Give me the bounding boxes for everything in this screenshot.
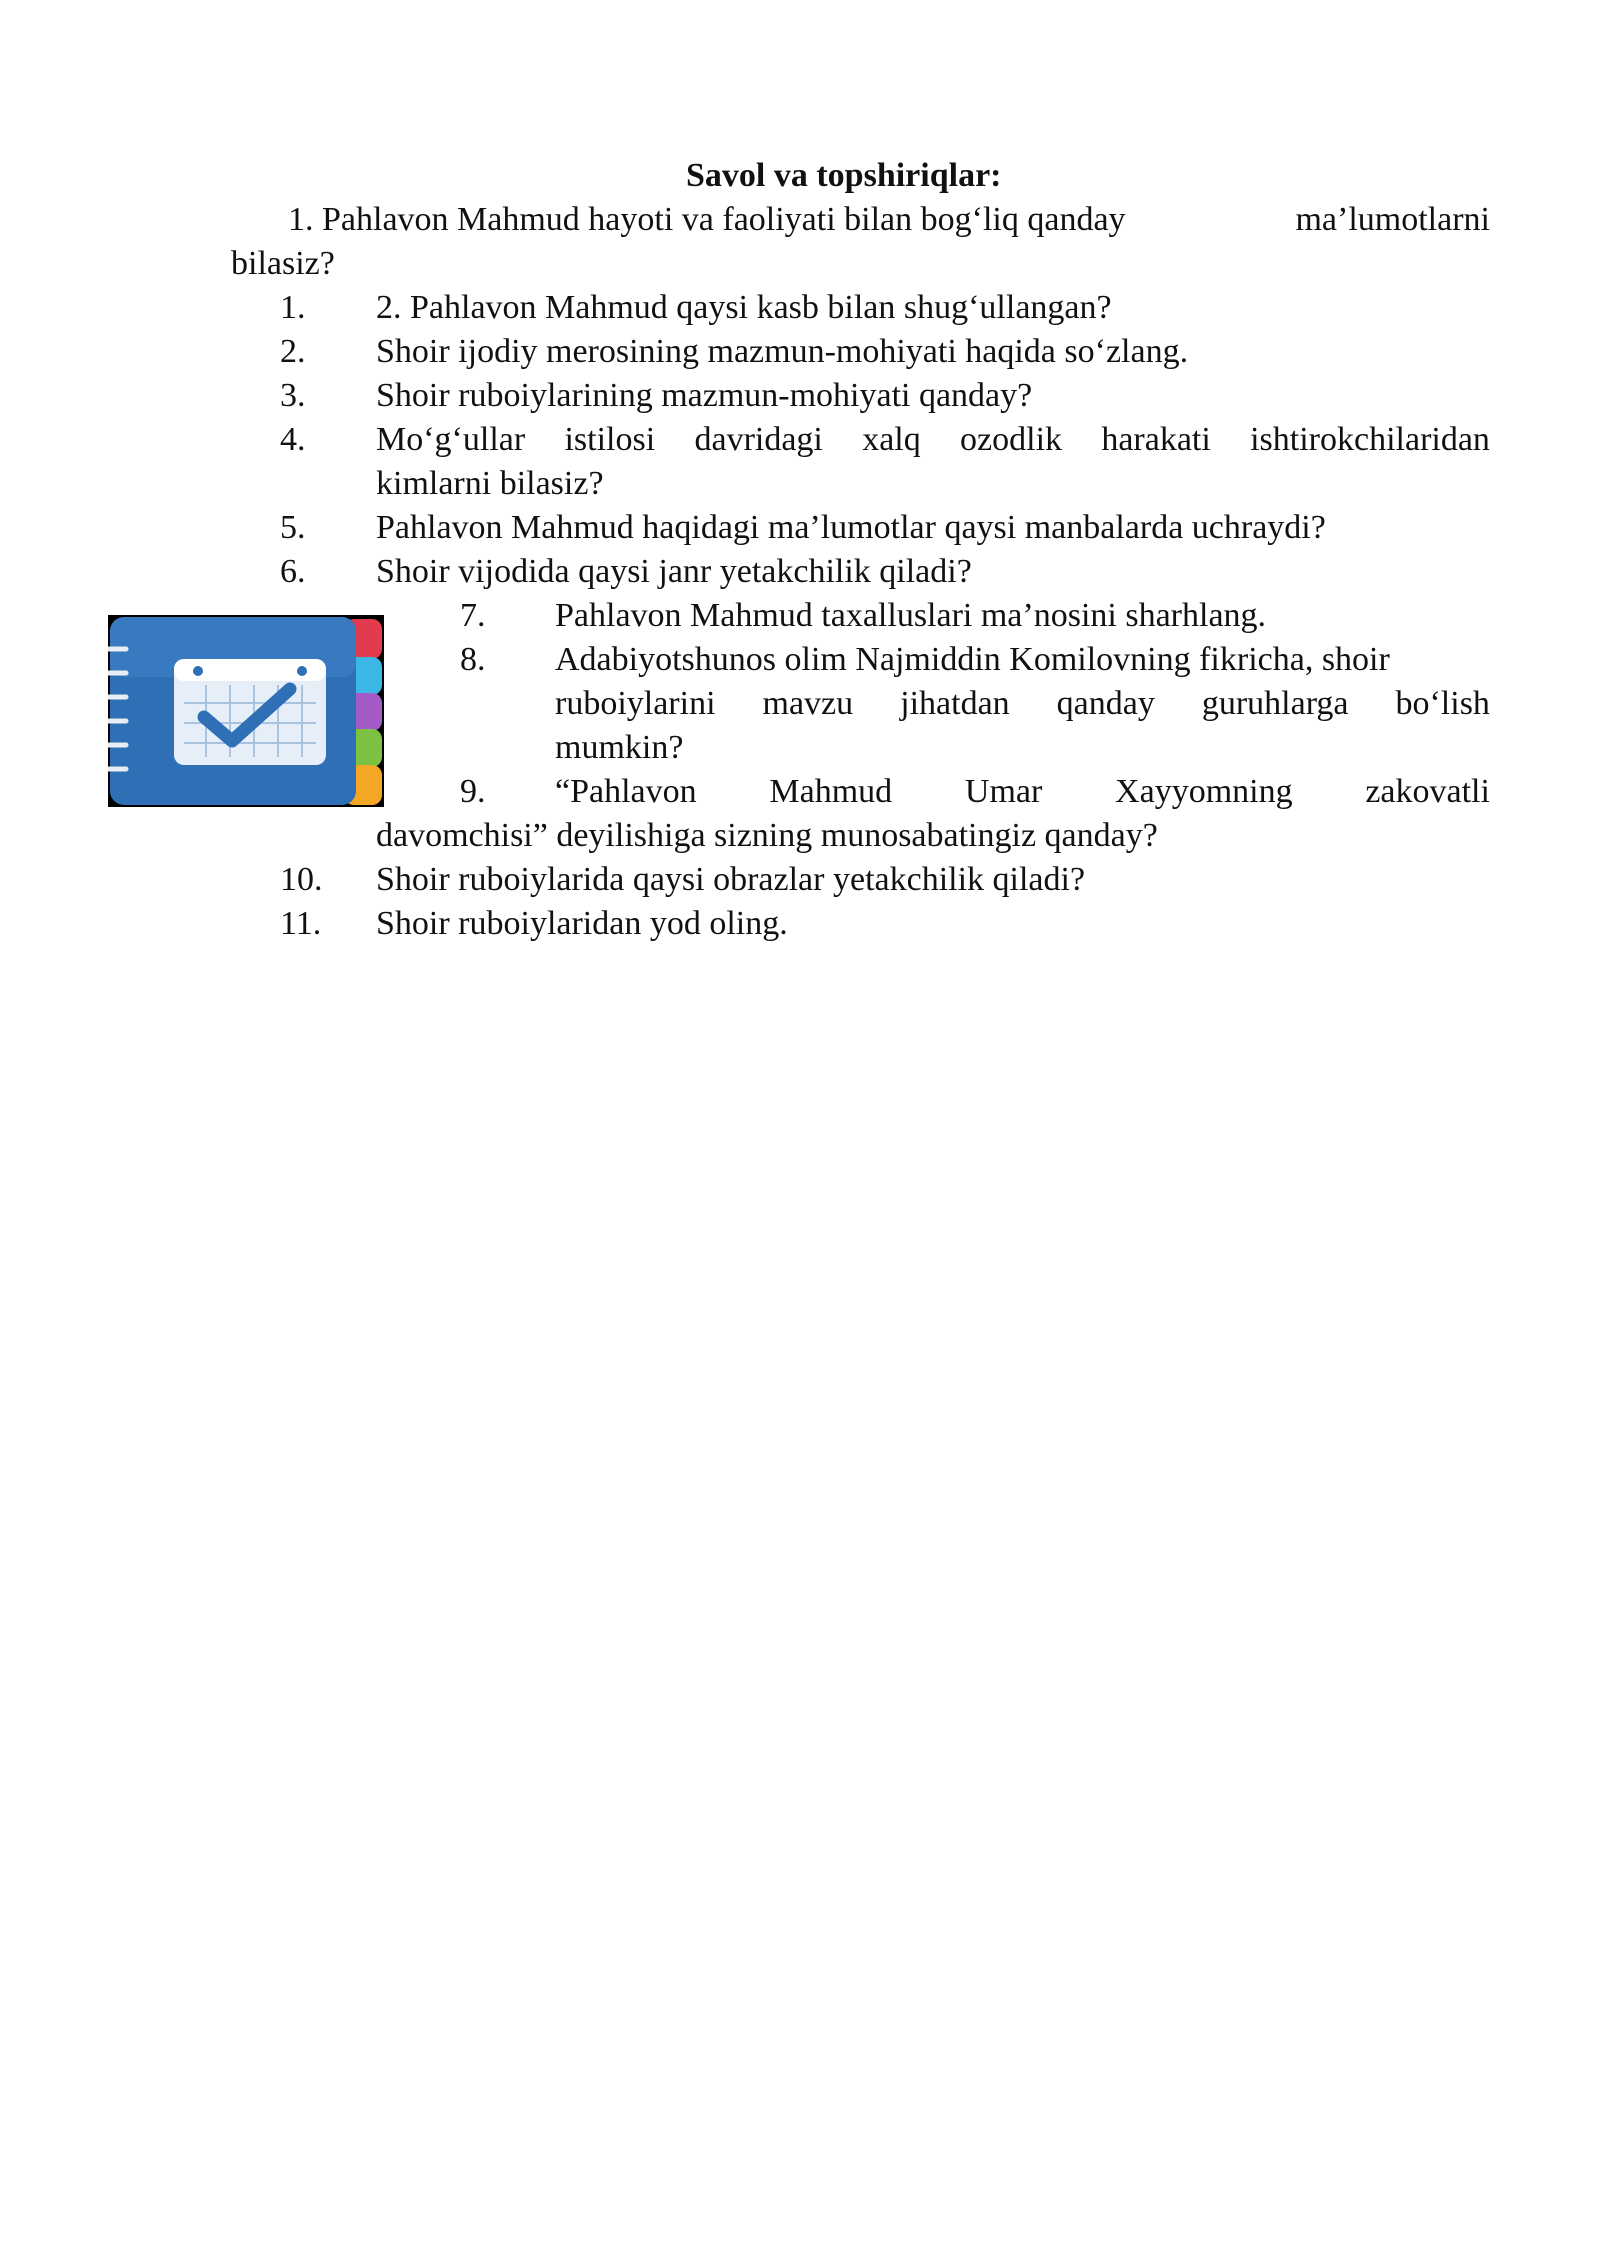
list-number: 5.	[280, 509, 306, 546]
word: Mo‘g‘ullar	[376, 421, 526, 458]
list-number: 11.	[280, 905, 322, 942]
list-item-line-3: mumkin?	[555, 729, 684, 766]
word: “Pahlavon	[555, 773, 697, 810]
list-number: 2.	[280, 333, 306, 370]
list-item-line-2: kimlarni bilasiz?	[376, 465, 604, 502]
list-item: 2. Pahlavon Mahmud qaysi kasb bilan shug‘ullangan?	[376, 289, 1112, 326]
word: mavzu	[762, 685, 854, 722]
list-number: 8.	[460, 641, 486, 678]
word: ruboiylarini	[555, 685, 716, 722]
list-number: 1.	[280, 289, 306, 326]
intro-line-2: bilasiz?	[231, 245, 335, 282]
intro-text-end: ma’lumotlarni	[1295, 201, 1490, 238]
list-item: Pahlavon Mahmud haqidagi ma’lumotlar qaysi manbalarda uchraydi?	[376, 509, 1326, 546]
word: Mahmud	[769, 773, 893, 810]
list-item: Pahlavon Mahmud taxalluslari ma’nosini sharhlang.	[555, 597, 1267, 634]
list-item: Shoir ruboiylaridan yod oling.	[376, 905, 788, 942]
list-item-line-2	[555, 682, 1490, 726]
list-number: 9.	[460, 773, 486, 810]
word: Umar	[964, 773, 1043, 810]
word: ozodlik	[960, 421, 1063, 458]
list-item: Shoir ijodiy merosining mazmun-mohiyati haqida so‘zlang.	[376, 333, 1189, 370]
word: ishtirokchilaridan	[1250, 421, 1490, 458]
list-number: 3.	[280, 377, 306, 414]
intro-line-1	[288, 198, 1490, 242]
list-item-line-1: Adabiyotshunos olim Najmiddin Komilovning fikricha, shoir	[555, 641, 1390, 678]
word: qanday	[1056, 685, 1155, 722]
word: bo‘lish	[1395, 685, 1490, 722]
list-item: Shoir vijodida qaysi janr yetakchilik qiladi?	[376, 553, 972, 590]
intro-text: 1. Pahlavon Mahmud hayoti va faoliyati bilan bog‘liq qanday	[288, 201, 1126, 238]
list-item-line-1	[376, 418, 1490, 462]
planner-notebook-icon	[108, 615, 384, 807]
word: harakati	[1101, 421, 1211, 458]
list-item-line-1	[555, 770, 1490, 814]
word: jihatdan	[900, 685, 1010, 722]
list-number: 10.	[280, 861, 323, 898]
list-item-line-2: davomchisi” deyilishiga sizning munosabatingiz qanday?	[376, 817, 1158, 854]
page-title: Savol va topshiriqlar:	[686, 157, 1002, 194]
list-number: 6.	[280, 553, 306, 590]
list-item: Shoir ruboiylarining mazmun-mohiyati qanday?	[376, 377, 1033, 414]
word: Xayyomning	[1115, 773, 1293, 810]
list-number: 4.	[280, 421, 306, 458]
word: guruhlarga	[1201, 685, 1349, 722]
word: istilosi	[564, 421, 656, 458]
word: davridagi	[694, 421, 823, 458]
list-number: 7.	[460, 597, 486, 634]
list-item: Shoir ruboiylarida qaysi obrazlar yetakchilik qiladi?	[376, 861, 1086, 898]
word: zakovatli	[1365, 773, 1490, 810]
word: xalq	[862, 421, 921, 458]
